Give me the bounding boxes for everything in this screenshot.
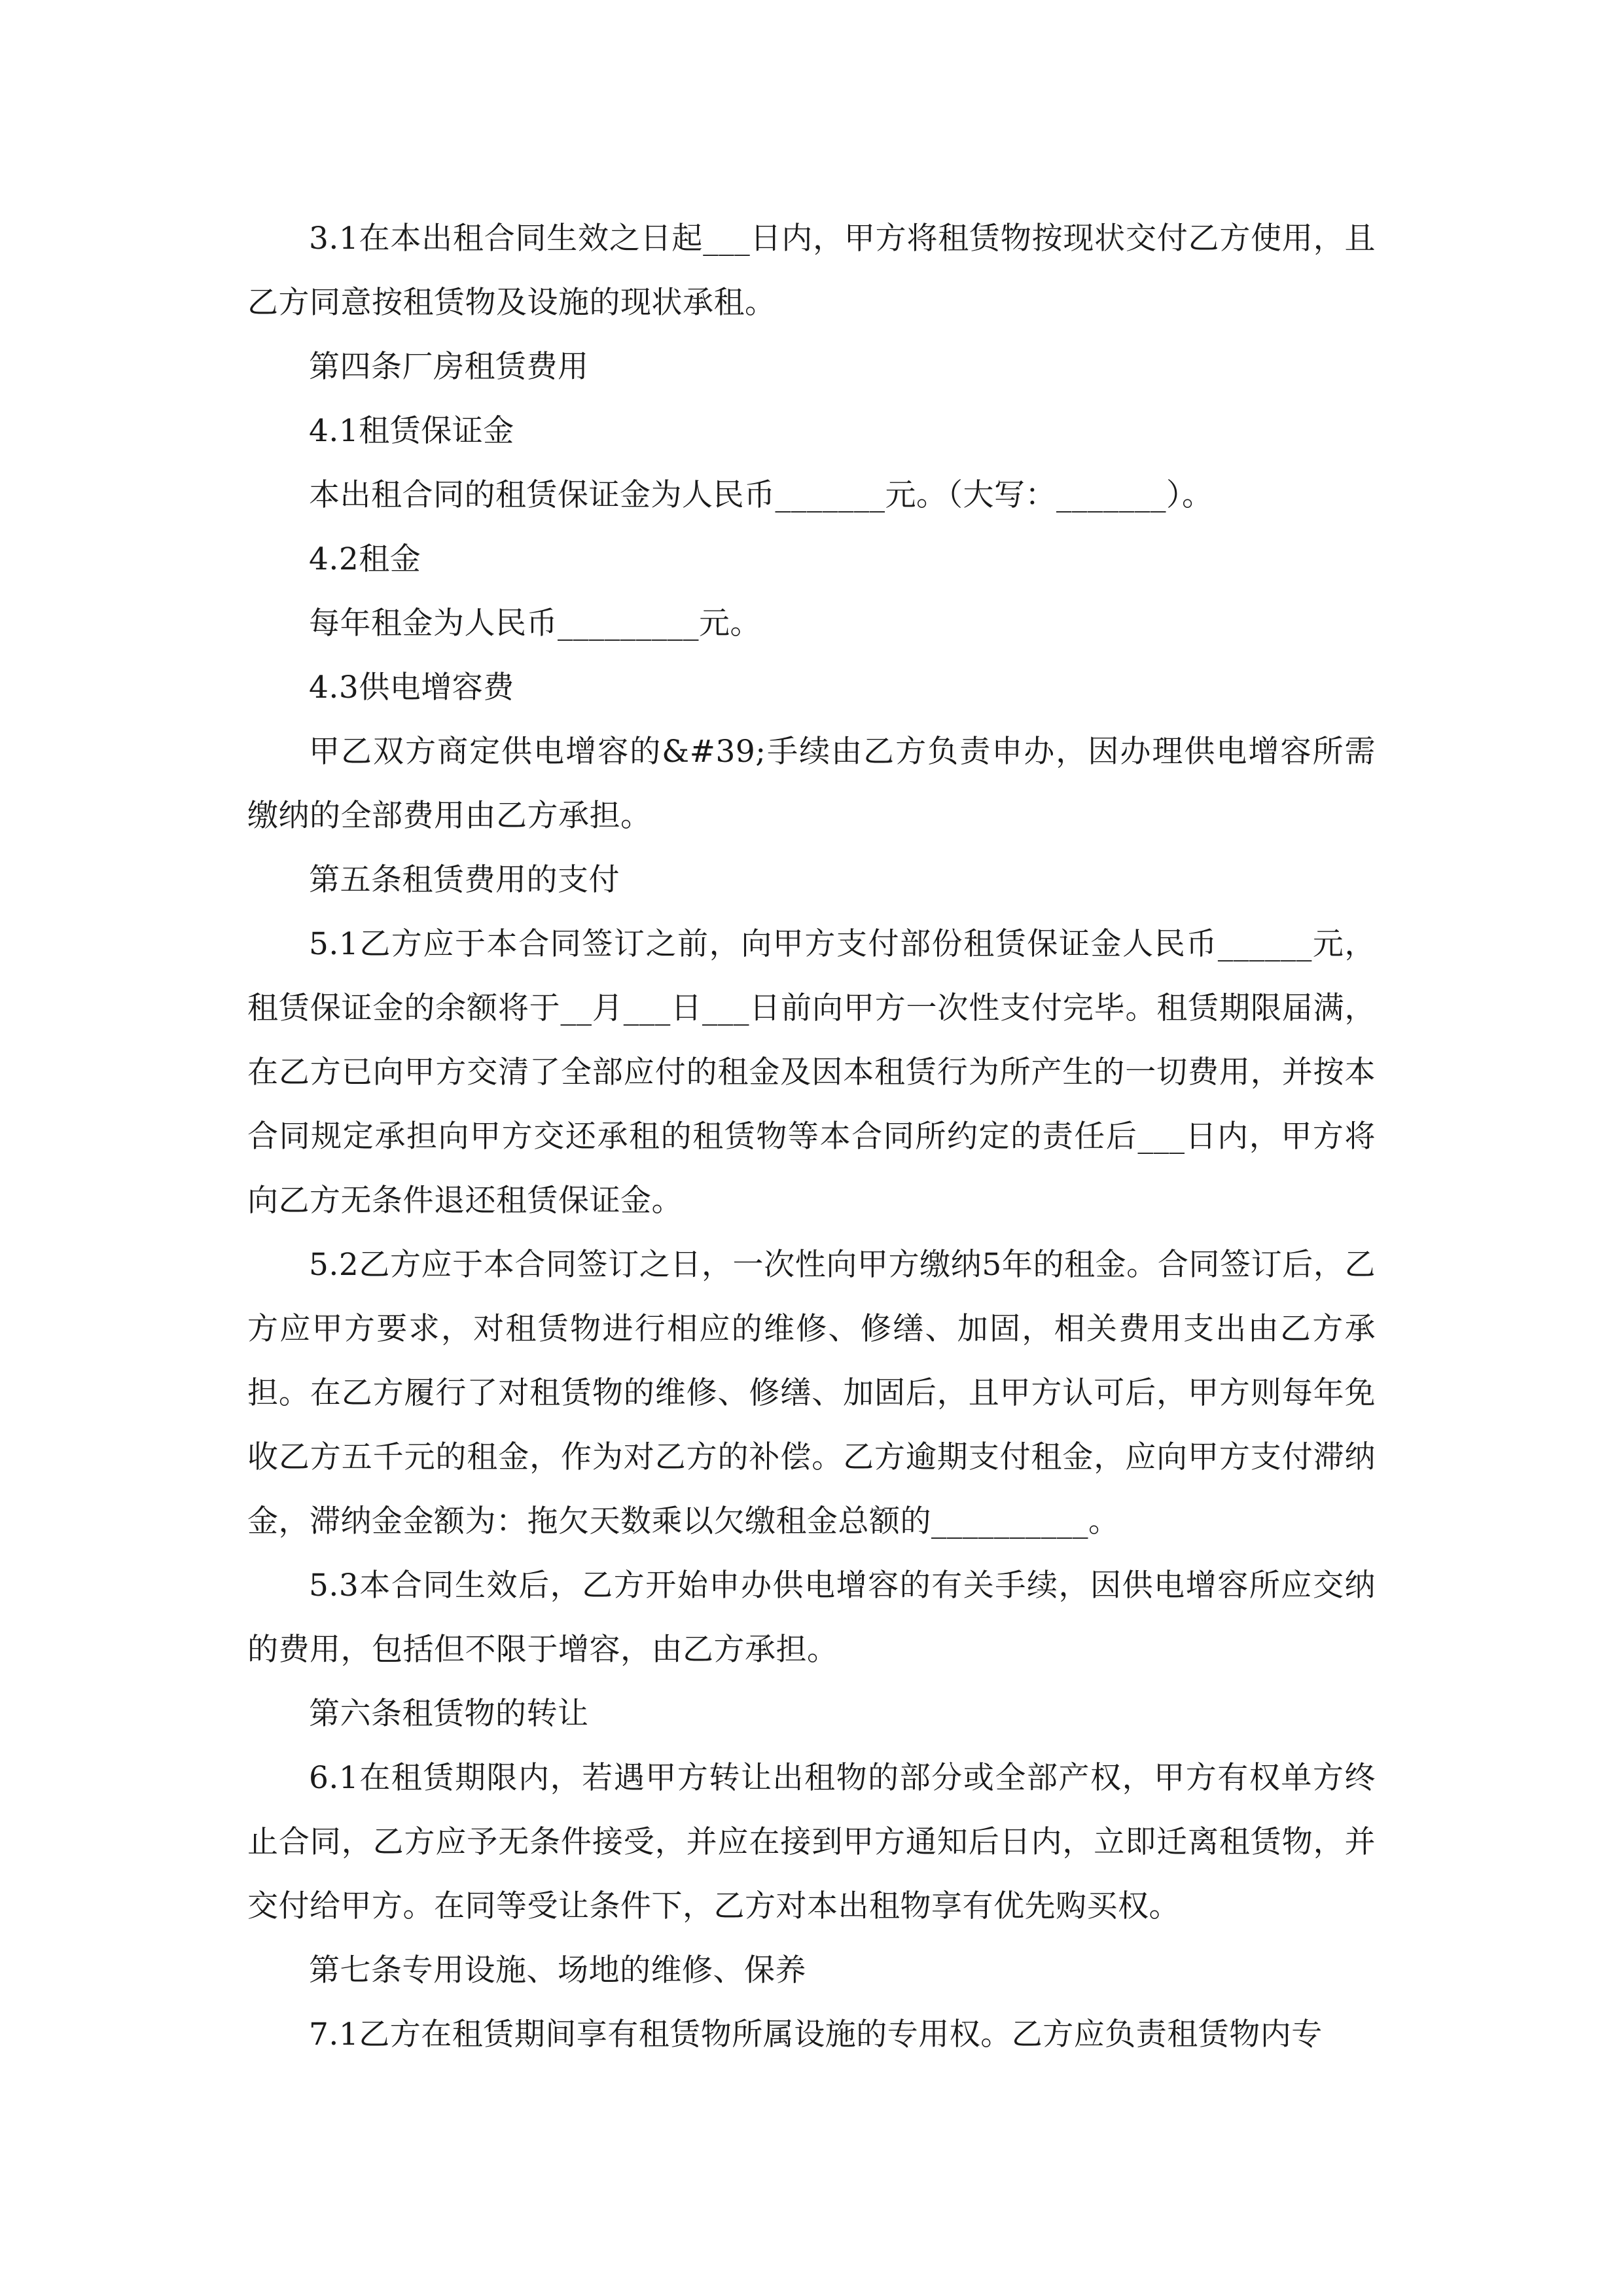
clause-4-1-body: 本出租合同的租赁保证金为人民币_______元。（大写：_______）。 (309, 477, 1213, 513)
clause-4-2-body: 每年租金为人民币_________元。 (309, 605, 761, 641)
section-heading-5: 第五条租赁费用的支付 (309, 862, 620, 898)
section-heading-4: 第四条厂房租赁费用 (309, 349, 589, 385)
clause-5-1: 5.1乙方应于本合同签订之前，向甲方支付部份租赁保证金人民币______元，租赁保证金的余额将于__月___日___日前向甲方一次性支付完毕。租赁期限届满，在乙方已向甲方交清了全部应付的租金及因本租赁行为所产生的一切费用，并按本合同规定承担向甲方交还承租的租赁物等本合同所约定的责任后___日内，甲方将向乙方无条件退还租赁保证金。 (247, 926, 1376, 1219)
clause-4-3-body: 甲乙双方商定供电增容的&#39;手续由乙方负责申办，因办理供电增容所需缴纳的全部费用由乙方承担。 (247, 734, 1376, 834)
section-heading-7: 第七条专用设施、场地的维修、保养 (309, 1952, 806, 1988)
clause-4-3-title: 4.3供电增容费 (309, 670, 514, 706)
section-heading-6: 第六条租赁物的转让 (309, 1696, 589, 1732)
clause-4-1-title: 4.1租赁保证金 (309, 413, 514, 449)
clause-5-2: 5.2乙方应于本合同签订之日，一次性向甲方缴纳5年的租金。合同签订后，乙方应甲方要求，对租赁物进行相应的维修、修缮、加固，相关费用支出由乙方承担。在乙方履行了对租赁物的维修、修缮、加固后，且甲方认可后，甲方则每年免收乙方五千元的租金，作为对乙方的补偿。乙方逾期支付租金，应向甲方支付滞纳金，滞纳金金额为：拖欠天数乘以欠缴租金总额的__________。 (247, 1247, 1376, 1539)
clause-4-2-title: 4.2租金 (309, 541, 421, 577)
document-body (247, 207, 1376, 2067)
clause-3-1: 3.1在本出租合同生效之日起___日内，甲方将租赁物按现状交付乙方使用，且乙方同意按租赁物及设施的现状承租。 (247, 221, 1376, 321)
clause-6-1: 6.1在租赁期限内，若遇甲方转让出租物的部分或全部产权，甲方有权单方终止合同，乙方应予无条件接受，并应在接到甲方通知后日内，立即迁离租赁物，并交付给甲方。在同等受让条件下，乙方对本出租物享有优先购买权。 (247, 1760, 1376, 1924)
clause-5-3: 5.3本合同生效后，乙方开始申办供电增容的有关手续，因供电增容所应交纳的费用，包括但不限于增容，由乙方承担。 (247, 1568, 1376, 1668)
clause-7-1: 7.1乙方在租赁期间享有租赁物所属设施的专用权。乙方应负责租赁物内专 (309, 2017, 1323, 2053)
